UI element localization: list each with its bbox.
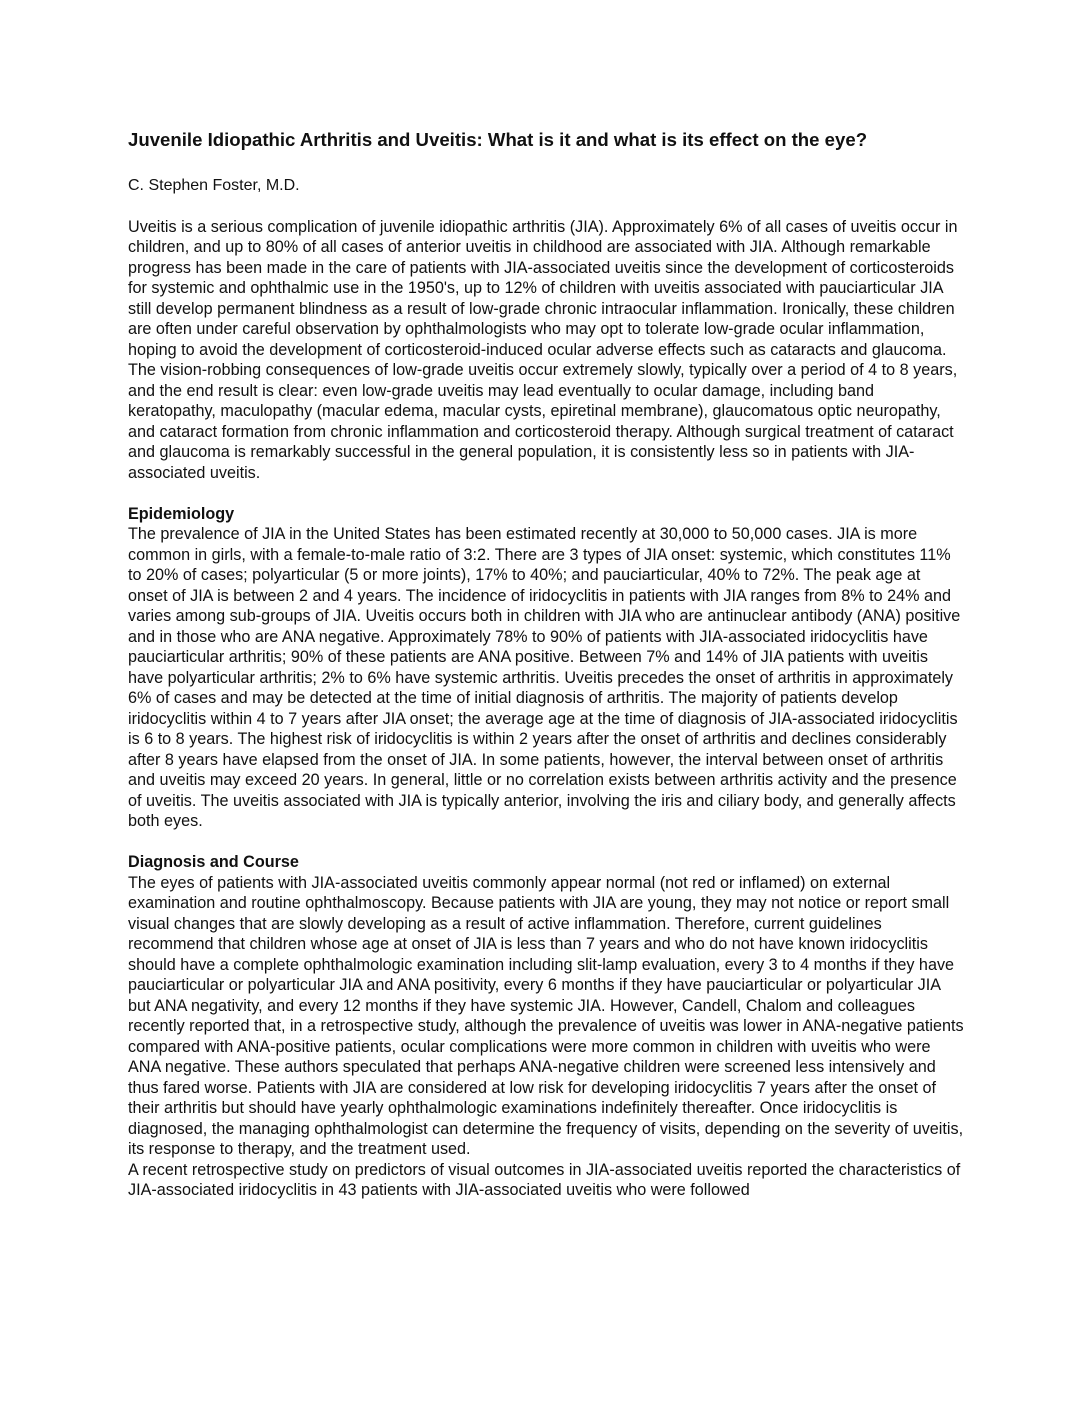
document-page bbox=[128, 126, 964, 1201]
document-title: Juvenile Idiopathic Arthritis and Uveitis: What is it and what is its effect on the eye? bbox=[128, 129, 868, 150]
diagnosis-paragraph-continued: A recent retrospective study on predictors of visual outcomes in JIA-associated uveitis reported the characteristics of JIA-associated iridocyclitis in 43 patients with JIA-associated uveitis who were followed bbox=[128, 1160, 961, 1199]
section-heading-epidemiology: Epidemiology bbox=[128, 504, 235, 523]
intro-paragraph: Uveitis is a serious complication of juvenile idiopathic arthritis (JIA). Approximately 6% of all cases of uveitis occur in children, and up to 80% of all cases of anterior uveitis in childhood are associated with JIA. Although remarkable progress has been made in the care of patients with JIA-associated uveitis since the development of corticosteroids for systemic and ophthalmic use in the 1950's, up to 12% of children with uveitis associated with pauciarticular JIA still develop permanent blindness as a result of low-grade chronic intraocular inflammation. Ironically, these children are often under careful observation by ophthalmologists who may opt to tolerate low-grade ocular inflammation, hoping to avoid the development of corticosteroid-induced ocular adverse effects such as cataracts and glaucoma. The vision-robbing consequences of low-grade uveitis occur extremely slowly, typically over a period of 4 to 8 years, and the end result is clear: even low-grade uveitis may lead eventually to ocular damage, including band keratopathy, maculopathy (macular edema, macular cysts, epiretinal membrane), glaucomatous optic neuropathy, and cataract formation from chronic inflammation and corticosteroid therapy. Although surgical treatment of cataract and glaucoma is remarkably successful in the general population, it is consistently less so in patients with JIA-associated uveitis. bbox=[128, 217, 958, 482]
epidemiology-paragraph: The prevalence of JIA in the United States has been estimated recently at 30,000 to 50,000 cases. JIA is more common in girls, with a female-to-male ratio of 3:2. There are 3 types of JIA onset: systemic, which constitutes 11% to 20% of cases; polyarticular (5 or more joints), 17% to 40%; and pauciarticular, 40% to 72%. The peak age at onset of JIA is between 2 and 4 years. The incidence of iridocyclitis in patients with JIA ranges from 8% to 24% and varies among sub-groups of JIA. Uveitis occurs both in children with JIA who are antinuclear antibody (ANA) positive and in those who are ANA negative. Approximately 78% to 90% of patients with JIA-associated iridocyclitis have pauciarticular arthritis; 90% of these patients are ANA positive. Between 7% and 14% of JIA patients with uveitis have polyarticular arthritis; 2% to 6% have systemic arthritis. Uveitis precedes the onset of arthritis in approximately 6% of cases and may be detected at the time of initial diagnosis of arthritis. The majority of patients develop iridocyclitis within 4 to 7 years after JIA onset; the average age at the time of diagnosis of JIA-associated iridocyclitis is 6 to 8 years. The highest risk of iridocyclitis is within 2 years after the onset of arthritis and declines considerably after 8 years have elapsed from the onset of JIA. In some patients, however, the interval between onset of arthritis and uveitis may exceed 20 years. In general, little or no correlation exists between arthritis activity and the presence of uveitis. The uveitis associated with JIA is typically anterior, involving the iris and ciliary body, and generally affects both eyes. bbox=[128, 525, 961, 830]
diagnosis-paragraph: The eyes of patients with JIA-associated uveitis commonly appear normal (not red or inflamed) on external examination and routine ophthalmoscopy. Because patients with JIA are young, they may not notice or report small visual changes that are slowly developing as a result of active inflammation. Therefore, current guidelines recommend that children whose age at onset of JIA is less than 7 years and who do not have known iridocyclitis should have a complete ophthalmologic examination including slit-lamp evaluation, every 3 to 4 months if they have pauciarticular or polyarticular JIA and ANA positivity, every 6 months if they have pauciarticular or polyarticular JIA but ANA negativity, and every 12 months if they have systemic JIA. However, Candell, Chalom and colleagues recently reported that, in a retrospective study, although the prevalence of uveitis was lower in ANA-negative patients compared with ANA-positive patients, ocular complications were more common in children with uveitis who were ANA negative. These authors speculated that perhaps ANA-negative children were screened less intensively and thus fared worse. Patients with JIA are considered at low risk for developing iridocyclitis 7 years after the onset of their arthritis but should have yearly ophthalmologic examinations indefinitely thereafter. Once iridocyclitis is diagnosed, the managing ophthalmologist can determine the frequency of visits, depending on the severity of uveitis, its response to therapy, and the treatment used. bbox=[128, 873, 964, 1158]
section-spacer bbox=[128, 483, 964, 504]
section-spacer bbox=[128, 832, 964, 853]
section-heading-diagnosis-and-course: Diagnosis and Course bbox=[128, 853, 299, 871]
author-line: C. Stephen Foster, M.D. bbox=[128, 177, 300, 194]
